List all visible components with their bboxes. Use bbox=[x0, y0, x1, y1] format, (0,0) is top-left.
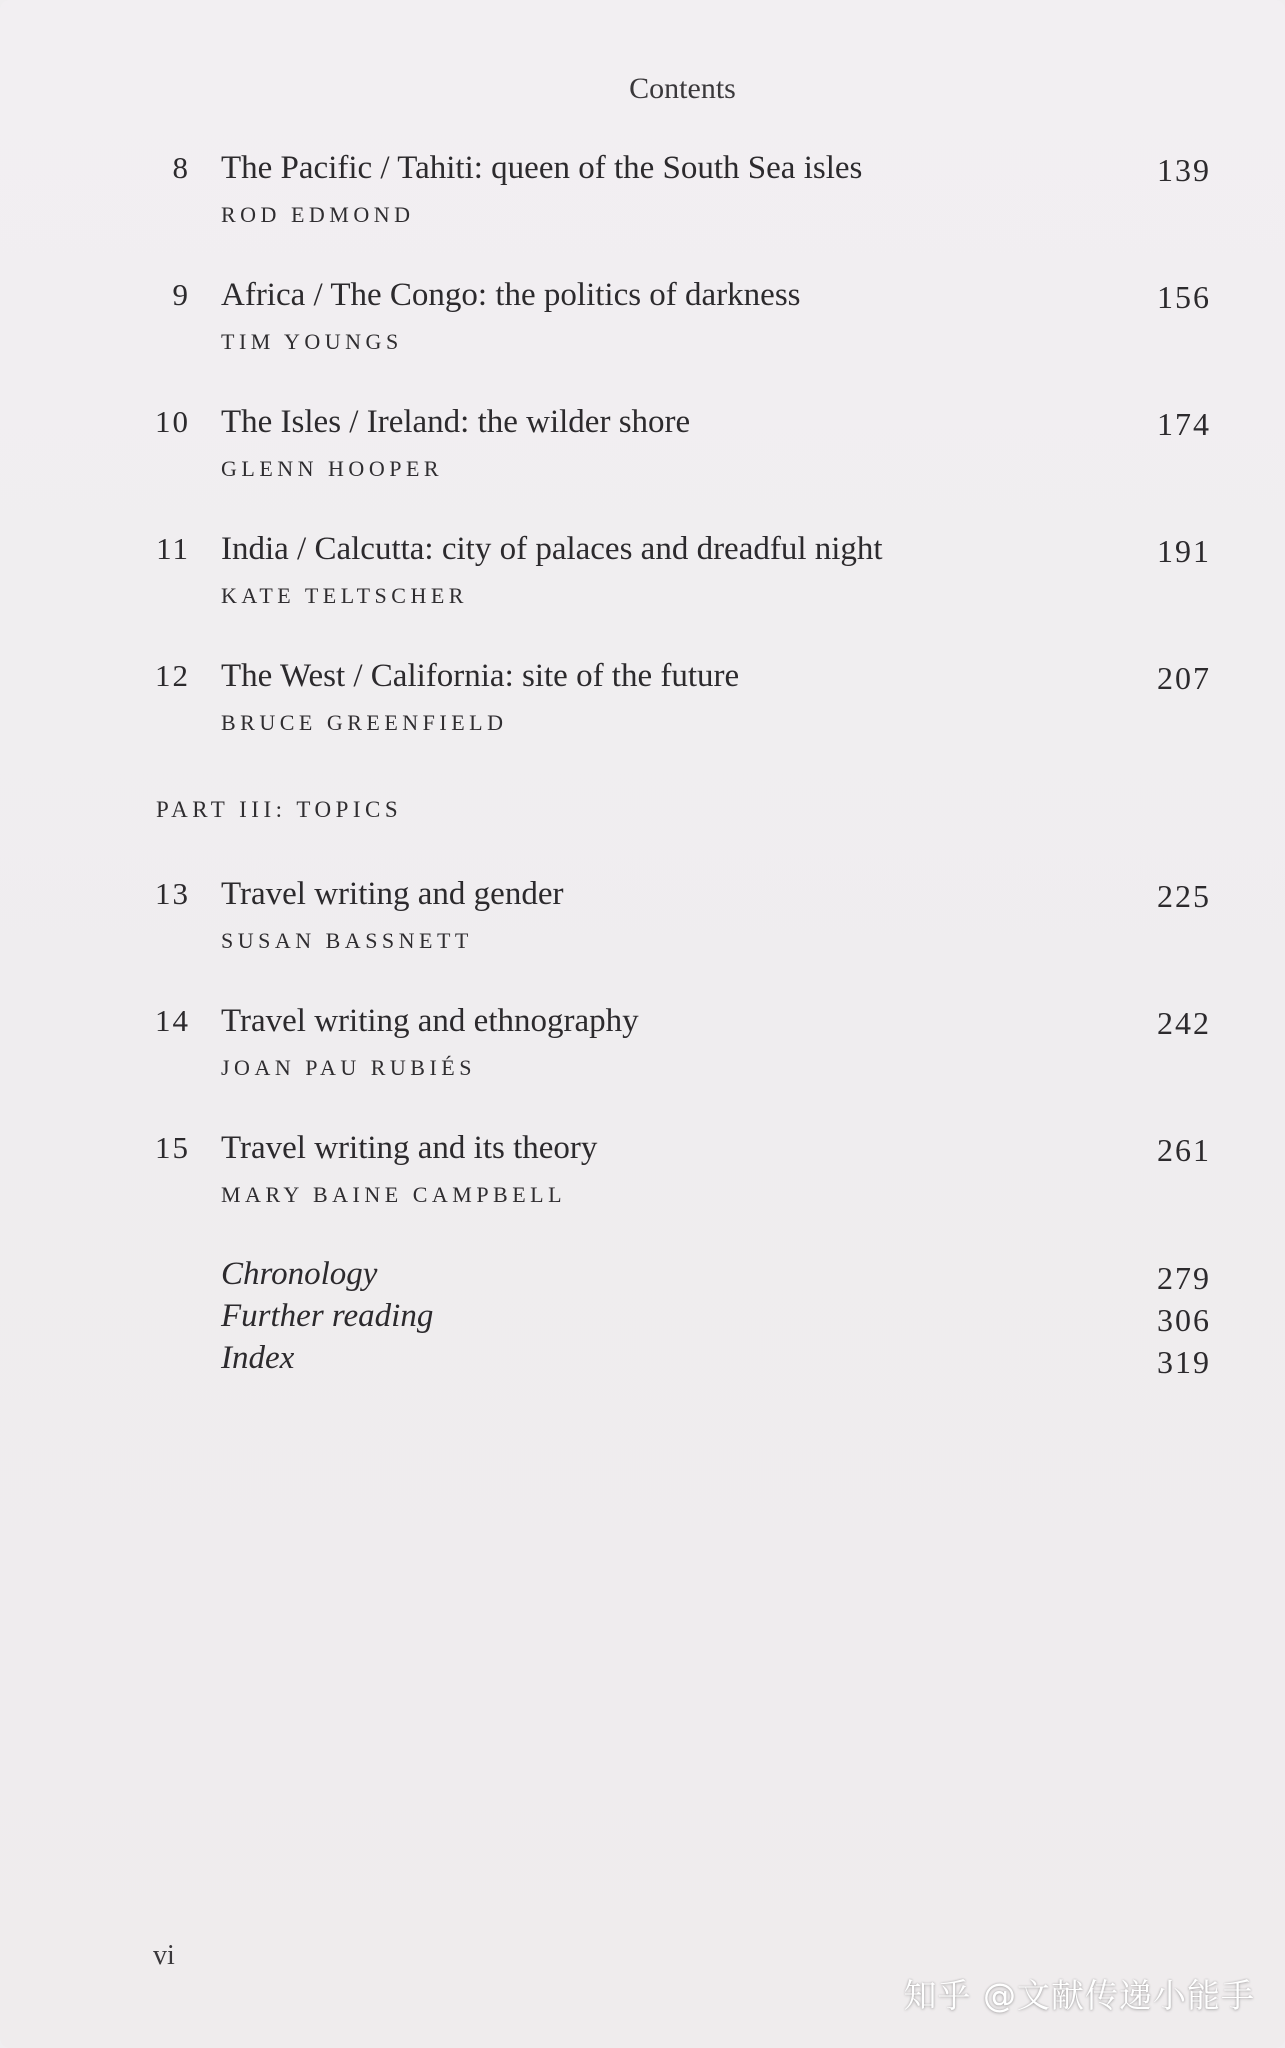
chapter-number: 13 bbox=[155, 876, 190, 911]
page-number: 156 bbox=[1157, 279, 1211, 315]
running-head: Contents bbox=[629, 72, 736, 105]
toc-entry bbox=[0, 1130, 1285, 1257]
toc-entry bbox=[0, 1003, 1285, 1130]
back-matter-title: Chronology bbox=[221, 1256, 378, 1292]
back-matter-item bbox=[0, 1340, 1285, 1382]
chapter-title: Travel writing and its theory bbox=[221, 1130, 598, 1166]
page-number: 139 bbox=[1157, 152, 1211, 188]
back-matter-title: Index bbox=[221, 1340, 295, 1376]
chapter-number: 14 bbox=[155, 1003, 190, 1038]
chapter-author: ROD EDMOND bbox=[221, 202, 415, 227]
chapter-number: 12 bbox=[155, 658, 190, 693]
chapter-author: TIM YOUNGS bbox=[221, 329, 403, 354]
back-matter-item bbox=[0, 1298, 1285, 1340]
chapter-number: 9 bbox=[172, 277, 190, 312]
page-number: 279 bbox=[1157, 1260, 1211, 1296]
page-number: 225 bbox=[1157, 878, 1211, 914]
toc-entry bbox=[0, 876, 1285, 1003]
chapter-title: The Pacific / Tahiti: queen of the South Sea isles bbox=[221, 150, 863, 186]
chapter-title: The Isles / Ireland: the wilder shore bbox=[221, 404, 691, 440]
toc-entry bbox=[0, 531, 1285, 658]
page-number: 319 bbox=[1157, 1344, 1211, 1380]
toc-entry bbox=[0, 658, 1285, 785]
chapter-number: 15 bbox=[155, 1130, 190, 1165]
back-matter-item bbox=[0, 1256, 1285, 1298]
chapter-author: JOAN PAU RUBIÉS bbox=[221, 1055, 476, 1080]
chapter-author: SUSAN BASSNETT bbox=[221, 928, 473, 953]
part-heading: PART III: TOPICS bbox=[156, 797, 403, 822]
page-number: 174 bbox=[1157, 406, 1211, 442]
toc-entry bbox=[0, 150, 1285, 277]
toc-entry bbox=[0, 404, 1285, 531]
toc-entry bbox=[0, 277, 1285, 404]
chapter-title: India / Calcutta: city of palaces and dreadful night bbox=[221, 531, 883, 567]
chapter-title: Travel writing and ethnography bbox=[221, 1003, 639, 1039]
chapter-title: Travel writing and gender bbox=[221, 876, 564, 912]
back-matter-title: Further reading bbox=[221, 1298, 434, 1334]
watermark: 知乎 @文献传递小能手 bbox=[903, 1976, 1255, 2015]
chapter-number: 8 bbox=[172, 150, 190, 185]
toc-list-part-iii bbox=[0, 876, 1285, 1257]
toc-list-part-ii bbox=[0, 150, 1285, 785]
chapter-title: The West / California: site of the future bbox=[221, 658, 740, 694]
chapter-author: GLENN HOOPER bbox=[221, 456, 444, 481]
chapter-author: MARY BAINE CAMPBELL bbox=[221, 1182, 567, 1207]
page-number: 207 bbox=[1157, 660, 1211, 696]
folio: vi bbox=[153, 1940, 175, 1971]
page-number: 242 bbox=[1157, 1005, 1211, 1041]
page-number: 261 bbox=[1157, 1132, 1211, 1168]
page-number: 306 bbox=[1157, 1302, 1211, 1338]
chapter-number: 11 bbox=[156, 531, 190, 566]
back-matter-list bbox=[0, 1256, 1285, 1382]
chapter-author: BRUCE GREENFIELD bbox=[221, 710, 508, 735]
chapter-author: KATE TELTSCHER bbox=[221, 583, 468, 608]
chapter-number: 10 bbox=[155, 404, 190, 439]
chapter-title: Africa / The Congo: the politics of darkness bbox=[221, 277, 801, 313]
page-number: 191 bbox=[1157, 533, 1211, 569]
